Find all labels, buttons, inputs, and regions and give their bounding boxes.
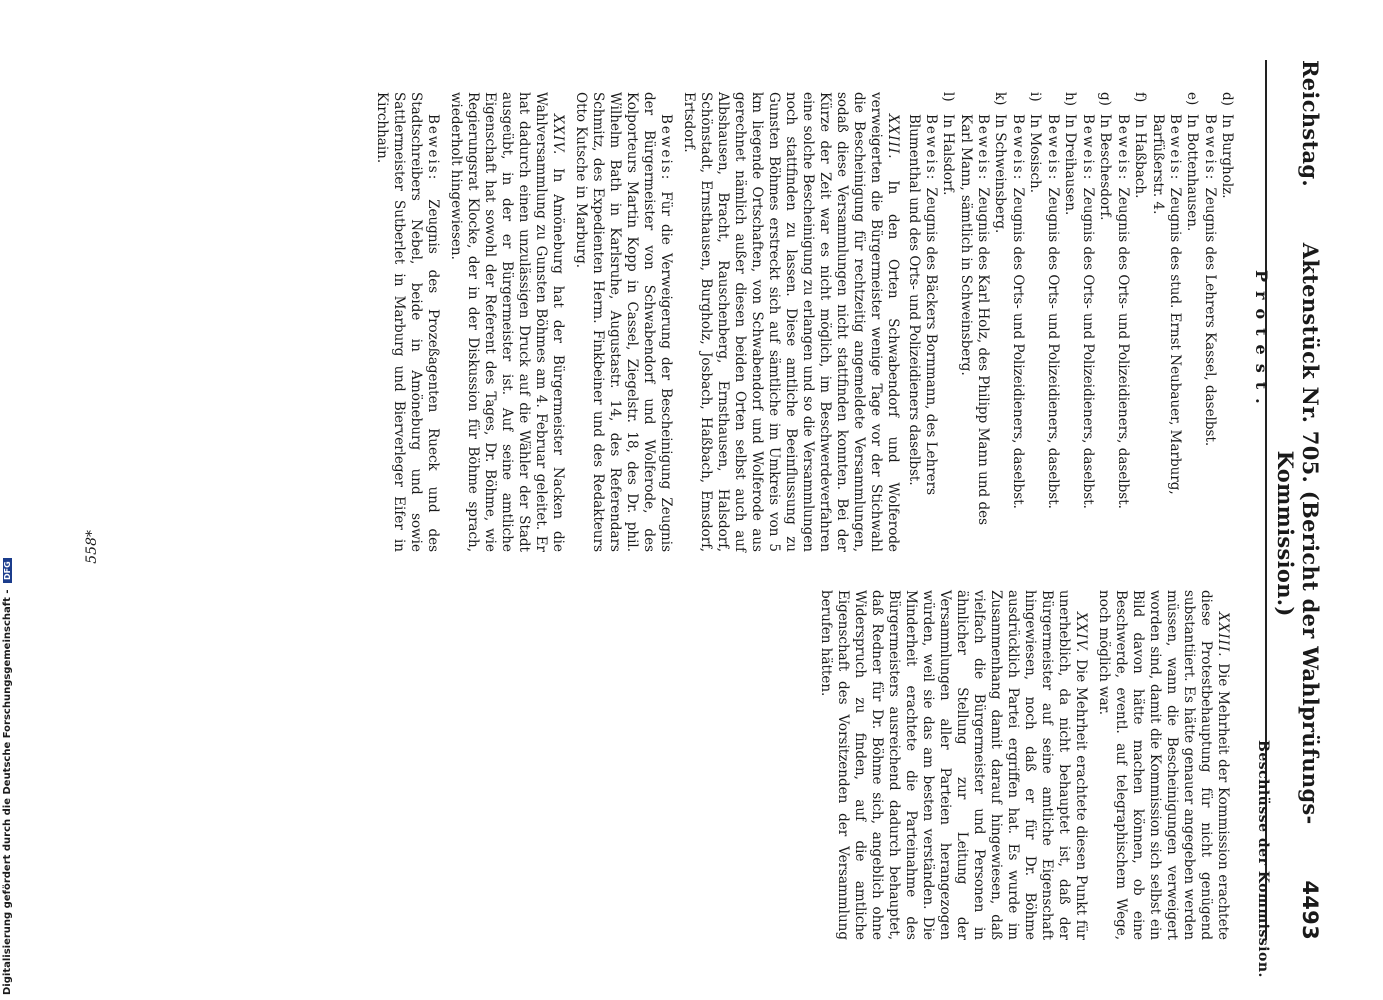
item-evidence [905, 92, 939, 552]
digitization-credit [2, 561, 16, 995]
evidence-keyword: Beweis: [1202, 114, 1218, 188]
item-evidence [957, 92, 991, 552]
protest-item-place-line [1218, 92, 1235, 552]
paragraph-number: XXIV. [550, 114, 566, 169]
decision-paragraph [1095, 590, 1231, 940]
item-place: In Haßbach. [1132, 114, 1148, 199]
paragraph-number: XXIII. [885, 114, 901, 181]
item-label: i) [1027, 92, 1043, 102]
protest-item-place-line [1061, 92, 1078, 552]
protest-item-place-line [991, 92, 1008, 552]
evidence-keyword: Beweis: [1010, 114, 1026, 188]
evidence-keyword: Beweis: [1167, 114, 1183, 188]
item-label: e) [1184, 92, 1200, 106]
header-title-text: Aktenstück Nr. 705. [1298, 242, 1323, 484]
protest-item-list [905, 92, 1235, 552]
item-evidence [1149, 92, 1183, 552]
paragraph-text: In Amöneburg hat der Bürgermeister Nacken die Wahlversammlung zu Gunsten Böhmes am 4. Februar geleitet. Er hat dadurch einen unzulässigen Druck auf die Wähler der Stadt ausgeübt, in der er Bürgermeister ist. Auf seine amtliche Eigenschaft hat sowohl der Referent des Tages, Dr. Böhme, wie Regierungsrat Klocke, der in der Diskussion für Böhme sprach, wiederholt hingewiesen. [448, 92, 566, 552]
evidence-keyword: Beweis: [975, 114, 991, 188]
header-subtitle: (Bericht der Wahlprüfungs-Kommission.) [1273, 450, 1323, 825]
paragraph-text: In den Orten Schwabendorf und Wolferode verweigerten die Bürgermeister wenige Tage vor der Stichwahl die Bescheinigung für rechtzeitig angemeldete Versammlungen, sodaß diese Versammlungen nicht stattfinden konnten. Bei der Kürze der Zeit war es nicht möglich, im Beschwerdeverfahren eine solche Bescheinigung zu erlangen und so die Versammlungen noch stattfinden zu lassen. Diese amtliche Beeinflussung zu Gunsten Böhmes erstreckt sich auf sämtliche im Umkreis von 5 km liegende Ortschaften, von Schwabendorf und Wolferode aus gerechnet nämlich außer diesen beiden Orten selbst auch auf Albshausen, Bracht, Rauschenberg, Ernsthausen, Halsdorf, Schönstadt, Ernsthausen, Burgholz, Josbach, Haßbach, Emsdorf, Ertsdorf. [681, 92, 901, 552]
item-place: In Bottenhausen. [1184, 114, 1200, 232]
item-evidence [1114, 92, 1131, 552]
evidence-keyword: Beweis: [1045, 114, 1061, 188]
sheet-number: 558* [84, 530, 100, 564]
evidence-keyword: Beweis: [1080, 114, 1096, 188]
paragraph-text: Für die Verweigerung der Bescheinigung Zeugnis der Bürgermeister von Schwabendorf und Wolferode, des Kolporteurs Martin Kopp in Cassel, Ziegelstr. 18, des Dr. phil. Wilhelm Bath in Karlsruhe, Augustastr. 14, des Referendars Schmitz, des Expedienten Herm. Finkbeiner und des Redakteurs Otto Kutsche in Marburg. [573, 92, 674, 552]
item-evidence [1201, 92, 1218, 552]
item-evidence [1079, 92, 1096, 552]
item-evidence [1009, 92, 1026, 552]
paragraph-keyword: Beweis: [658, 114, 674, 192]
evidence-keyword: Beweis: [923, 114, 939, 188]
protest-item [1201, 92, 1235, 552]
evidence-text: Zeugnis des Orts- und Polizeidieners, daselbst. [1080, 187, 1096, 509]
evidence-text: Zeugnis des Orts- und Polizeidieners, daselbst. [1115, 187, 1131, 509]
header-title [1273, 187, 1323, 880]
digitization-text: Digitalisierung gefördert durch die Deutsche Forschungsgemeinschaft - [2, 589, 13, 995]
decisions-column [811, 590, 1235, 940]
protest-column [367, 92, 1235, 552]
column-heading-protest: Protest. [1252, 270, 1271, 413]
column-heading-decisions: Beschlüsse der Kommission. [1255, 740, 1271, 978]
protest-item-place-line [939, 92, 956, 552]
evidence-text: Zeugnis des Bäckers Bornmann, des Lehrers Blumenthal und des Orts- und Polizeidieners daselbst. [906, 114, 939, 496]
protest-item-place-line [1026, 92, 1043, 552]
item-place: In Halsdorf. [940, 114, 956, 196]
paragraph-text: Zeugnis des Prozeßagenten Rueck und des Stadtschreibers Nebel, beide in Amöneburg und sowie Sattlermeister Sutberlet in Marburg und Bierverleger Eifer in Kirchhain. [374, 92, 441, 553]
evidence-text: Zeugnis des Karl Holz, des Philipp Mann und des Karl Mann, sämtlich in Schweinsberg. [958, 114, 991, 526]
protest-paragraphs [373, 92, 901, 552]
item-place: In Dreihausen. [1062, 114, 1078, 216]
item-label: f) [1132, 92, 1148, 103]
item-place: In Schweinsberg. [992, 114, 1008, 234]
item-label: k) [992, 92, 1008, 106]
item-label: d) [1219, 92, 1235, 106]
item-place: In Mosisch. [1027, 114, 1043, 193]
dfg-logo: DFG [3, 558, 12, 583]
decision-paragraph [817, 590, 1089, 940]
protest-item-place-line [1096, 92, 1113, 552]
item-label: l) [940, 92, 956, 102]
decision-paragraphs [817, 590, 1231, 940]
item-place: In Burgholz. [1219, 114, 1235, 199]
protest-item [957, 92, 1008, 552]
item-label: h) [1062, 92, 1078, 106]
protest-paragraph [572, 92, 674, 552]
evidence-text: Zeugnis des Orts- und Polizeidieners, daselbst. [1045, 187, 1061, 509]
protest-paragraph [680, 92, 901, 552]
protest-item [1009, 92, 1043, 552]
paragraph-number: XXIV. [1073, 612, 1089, 660]
protest-item [1149, 92, 1200, 552]
evidence-text: Zeugnis des stud. Ernst Neubauer, Marburg, Barfüßerstr. 4. [1150, 114, 1183, 495]
protest-item [1114, 92, 1148, 552]
evidence-text: Zeugnis des Lehrers Kassel, daselbst. [1202, 187, 1218, 447]
page-header [1265, 60, 1323, 940]
item-evidence [1044, 92, 1061, 552]
protest-item-place-line [1183, 92, 1200, 552]
paragraph-text: Die Mehrheit der Kommission erachtete diese Protestbehauptung für nicht genügend substantiiert. Es hätte genauer angegeben werden müssen, wann die Bescheinigungen verweigert worden sind, damit die Kommission sich selbst ein Bild davon hätte machen können, ob eine Beschwerde, eventl. auf telegraphischem Wege, noch möglich war. [1096, 590, 1231, 940]
paragraph-number: XXIII. [1215, 612, 1231, 664]
protest-item [905, 92, 956, 552]
item-place: In Beschesdorf. [1097, 114, 1113, 221]
protest-item [1079, 92, 1113, 552]
protest-paragraph [447, 92, 566, 552]
protest-item-place-line [1131, 92, 1148, 552]
evidence-keyword: Beweis: [1115, 114, 1131, 188]
evidence-text: Zeugnis des Orts- und Polizeidieners, daselbst. [1010, 187, 1026, 509]
protest-item [1044, 92, 1078, 552]
paragraph-keyword: Beweis: [425, 114, 441, 200]
header-left: Reichstag. [1298, 60, 1323, 187]
item-label: g) [1097, 92, 1113, 106]
paragraph-text: Die Mehrheit erachtete diesen Punkt für unerheblich, da nicht behauptet ist, daß der Bürgermeister auf seine amtliche Eigenschaft hingewiesen, noch daß er für Dr. Böhme ausdrücklich Partei ergriffen hat. Es wurde im Zusammenhang damit darauf hingewiesen, daß vielfach die Bürgermeister und Personen in ähnlicher Stellung zur Leitung der Versammlungen aller Parteien herangezogen würden, weil sie das am besten verständen. Die Minderheit erachtete die Parteinahme des Bürgermeisters ausreichend dadurch behauptet, daß Redner für Dr. Böhme sich, angeblich ohne Widerspruch zu finden, auf die amtliche Eigenschaft des Vorsitzenden der Versammlung berufen hätten. [818, 590, 1089, 940]
protest-paragraph [373, 92, 441, 552]
page-number: 4493 [1298, 880, 1322, 940]
